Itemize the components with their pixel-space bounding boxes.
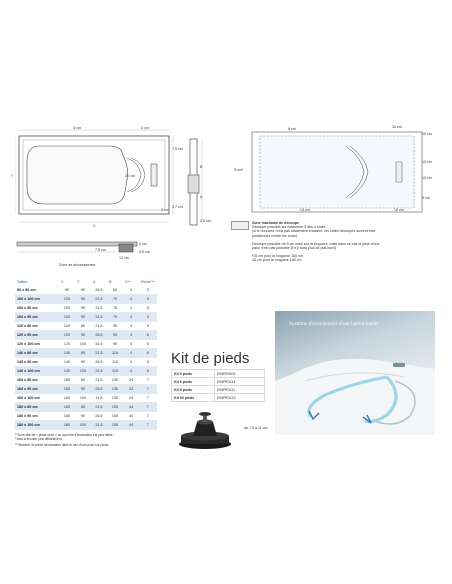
side-dim-3: B (200, 165, 203, 169)
kit-table (171, 369, 265, 402)
cut-dim-left: 5 cm* (234, 168, 244, 172)
value-cell: 26,5 (91, 412, 107, 421)
cut-zone-drawing (236, 122, 436, 217)
dim-y: Y (11, 174, 14, 178)
value-cell: 7 (139, 394, 157, 403)
value-cell: 90 (75, 313, 91, 322)
table-row (15, 286, 157, 295)
value-cell: 100 (59, 304, 75, 313)
table-footnote: ***Nombre de pieds nécessaires dans le cas d'une pose sur pieds (15, 443, 109, 448)
size-cell: 120 x 90 cm (15, 331, 59, 340)
value-cell: 120 (59, 331, 75, 340)
kit-ref-cell: KINPIED14 (215, 378, 265, 386)
cut-zone-legend (231, 221, 436, 263)
value-cell: 160 (59, 385, 75, 394)
table-row (15, 376, 157, 385)
value-cell: 160 (59, 394, 75, 403)
value-cell: 31,5 (91, 340, 107, 349)
dim-right: 2 cm (161, 208, 170, 212)
value-cell: 80 (75, 322, 91, 331)
value-cell: 31,5 (91, 367, 107, 376)
value-cell: 80 (75, 349, 91, 358)
header-tailles: Tailles (17, 280, 28, 284)
value-cell: 80 (75, 376, 91, 385)
value-cell: 31,5 (91, 421, 107, 430)
table-row (15, 394, 157, 403)
value-cell: 26,5 (91, 331, 107, 340)
value-cell: 180 (59, 403, 75, 412)
cut-dim-top: 8 cm (288, 127, 296, 131)
cut-dim-bottom-right-2: 5 cm (422, 196, 430, 200)
table-row (15, 403, 157, 412)
shower-tray-photo-svg (275, 311, 435, 435)
value-cell: 100 (75, 340, 91, 349)
tray-top-view-svg (15, 122, 180, 232)
kit-row (172, 394, 265, 402)
value-cell: 90 (75, 286, 91, 295)
value-cell: 31,5 (91, 304, 107, 313)
side-dim-1: 7,5 cm (172, 147, 183, 151)
legend-line: Découpe possible sur maximum 3 des 4 côtés (252, 225, 326, 230)
value-cell: 6 (139, 349, 157, 358)
cut-dim-bottom-right-1: 10 cm (394, 208, 404, 212)
product-photo (275, 311, 435, 435)
value-cell: 4 (123, 313, 139, 322)
side-dim-5: 2,5 cm (200, 219, 211, 223)
kit-name-cell: Kit 8 pieds (172, 386, 215, 394)
header-y: Y (77, 280, 80, 284)
size-cell: 180 x 80 cm (15, 403, 59, 412)
value-cell: 5 (139, 295, 157, 304)
side-profile-drawing (172, 135, 211, 230)
kit-row (172, 370, 265, 378)
legend-line: paroi n'est pas possible (il n'y aura plus de plat-bord) (252, 246, 336, 251)
table-row (15, 322, 157, 331)
value-cell: 80 (75, 403, 91, 412)
kit-ref-cell: KINPIED13 (215, 394, 265, 402)
value-cell: 120 (59, 340, 75, 349)
value-cell: 75 (107, 304, 123, 313)
value-cell: 5 (139, 286, 157, 295)
kit-table-body (172, 370, 265, 402)
value-cell: 24 (123, 385, 139, 394)
section-profile-svg (15, 236, 185, 256)
value-cell: 115 (107, 349, 123, 358)
header-a: A (93, 280, 96, 284)
value-cell: 90 (59, 286, 75, 295)
value-cell: 4 (123, 322, 139, 331)
dimensions-table-wrap (15, 278, 157, 448)
legend-line: Découpe possible de 5 cm maxi sur la longueur, mais dans ce cas la pose d'une (252, 241, 380, 246)
size-cell: 100 x 90 cm (15, 313, 59, 322)
value-cell: 31,5 (91, 394, 107, 403)
dimensions-table (15, 278, 157, 430)
value-cell: 7 (139, 412, 157, 421)
value-cell: 7 (139, 376, 157, 385)
profile-dim-left: 7,5 cm (95, 248, 106, 252)
value-cell: 4 (123, 295, 139, 304)
size-cell: 120 x 100 cm (15, 340, 59, 349)
side-dim-4: A (200, 195, 203, 199)
cut-zone-svg (236, 122, 436, 217)
dim-x: X (93, 224, 96, 228)
value-cell: 7 (139, 385, 157, 394)
legend-swatch (231, 221, 249, 230)
top-view-drawing (11, 122, 180, 232)
kit-name-cell: Kit 30 pieds (172, 394, 215, 402)
value-cell: 100 (75, 394, 91, 403)
size-cell: 90 x 90 cm (15, 286, 59, 295)
value-cell: 4 (123, 304, 139, 313)
value-cell: 5 (139, 313, 157, 322)
value-cell: 4 (123, 358, 139, 367)
dimensions-table-body (15, 286, 157, 430)
size-cell: 160 x 90 cm (15, 385, 59, 394)
value-cell: 120 (59, 322, 75, 331)
foot-dim: de 7,5 à 11 cm (244, 426, 268, 430)
table-row (15, 304, 157, 313)
value-cell: 5 (139, 304, 157, 313)
legend-title: Zone maximale de découpe (252, 221, 299, 225)
value-cell: 160 (59, 376, 75, 385)
value-cell: 135 (107, 394, 123, 403)
table-row (15, 421, 157, 430)
kit-name-cell: Kit 6 pieds (172, 378, 215, 386)
header-x: X (61, 280, 64, 284)
table-row (15, 313, 157, 322)
size-cell: 140 x 100 cm (15, 367, 59, 376)
value-cell: 135 (107, 376, 123, 385)
value-cell: 65 (107, 286, 123, 295)
value-cell: 180 (59, 421, 75, 430)
dim-top: 4 cm (73, 126, 82, 130)
size-cell: 100 x 100 cm (15, 295, 59, 304)
value-cell: 95 (107, 322, 123, 331)
legend-line: *25 cm pour la longueur 160 cm (252, 254, 303, 259)
profile-dim-bottom: 12 cm (119, 256, 129, 260)
legend-line: (si le receveur n'est pas totalement encastré, les côtés découpés doivent être (252, 229, 375, 234)
table-row (15, 358, 157, 367)
value-cell: 21,5 (91, 349, 107, 358)
value-cell: 100 (59, 313, 75, 322)
value-cell: 26,5 (91, 358, 107, 367)
kit-title: Kit de pieds (171, 350, 250, 367)
legend-line: positionnés contre les murs) (252, 233, 297, 238)
table-row (15, 331, 157, 340)
cut-dim-right-2: 10 cm (422, 176, 432, 180)
section-profile-drawing (15, 236, 185, 268)
photo-caption: Système d'écoulement d'eau latéral inédit (289, 321, 379, 327)
value-cell: 75 (107, 295, 123, 304)
kit-row (172, 386, 265, 394)
value-cell: 100 (75, 421, 91, 430)
value-cell: 4 (123, 286, 139, 295)
value-cell: 180 (59, 412, 75, 421)
cut-dim-bottom: 14 cm (300, 208, 310, 212)
value-cell: 7 (139, 403, 157, 412)
kit-row (172, 378, 265, 386)
value-cell: 155 (107, 421, 123, 430)
value-cell: 24 (123, 394, 139, 403)
value-cell: 140 (59, 349, 75, 358)
value-cell: 90 (75, 304, 91, 313)
table-row (15, 367, 157, 376)
value-cell: 95 (107, 331, 123, 340)
value-cell: 31,5 (91, 313, 107, 322)
value-cell: 100 (59, 295, 75, 304)
value-cell: 7 (139, 421, 157, 430)
foot-illustration (175, 410, 235, 452)
value-cell: 115 (107, 358, 123, 367)
table-footnote: Trous à écouter plus difficilement (15, 437, 62, 442)
value-cell: 4 (123, 340, 139, 349)
value-cell: 90 (75, 385, 91, 394)
profile-dim-right-1: 5 cm (139, 242, 147, 246)
value-cell: 26,5 (91, 286, 107, 295)
size-cell: 160 x 100 cm (15, 394, 59, 403)
size-cell: 140 x 90 cm (15, 358, 59, 367)
value-cell: 90 (75, 358, 91, 367)
value-cell: 140 (59, 358, 75, 367)
value-cell: 90 (75, 331, 91, 340)
value-cell: 26,5 (91, 385, 107, 394)
cut-dim-top-right-1: 10 cm (392, 125, 402, 129)
profile-dim-right-2: 3,5 cm (139, 250, 150, 254)
value-cell: 155 (107, 412, 123, 421)
value-cell: 135 (107, 385, 123, 394)
value-cell: 115 (107, 367, 123, 376)
dim-top-right: 4 cm (141, 126, 150, 130)
header-c: C** (125, 280, 131, 284)
table-row (15, 385, 157, 394)
value-cell: 4 (123, 367, 139, 376)
table-row (15, 295, 157, 304)
value-cell: 75 (107, 313, 123, 322)
value-cell: 155 (107, 403, 123, 412)
table-header-row (15, 278, 157, 286)
value-cell: 140 (59, 367, 75, 376)
dim-center: 20 cm (125, 174, 136, 178)
value-cell: 4 (123, 331, 139, 340)
value-cell: 4 (123, 349, 139, 358)
value-cell: 95 (107, 340, 123, 349)
value-cell: 90 (75, 295, 91, 304)
value-cell: 6 (139, 340, 157, 349)
value-cell: 6 (139, 358, 157, 367)
value-cell: 24 (123, 376, 139, 385)
adjustable-foot-icon (175, 410, 235, 452)
value-cell: 44 (123, 412, 139, 421)
cut-dim-right-1: 10 cm (422, 160, 432, 164)
value-cell: 90 (75, 412, 91, 421)
value-cell: 6 (139, 331, 157, 340)
value-cell: 44 (123, 403, 139, 412)
value-cell: 6 (139, 367, 157, 376)
cut-dim-top-right-2: 10 cm (422, 132, 432, 136)
table-row (15, 340, 157, 349)
kit-ref-cell: KINPIED11 (215, 386, 265, 394)
value-cell: 21,5 (91, 376, 107, 385)
value-cell: 21,5 (91, 322, 107, 331)
table-footnote: **Zone dite de « plade sèce » où la pente d'évacuation est plus faible. (15, 433, 114, 437)
size-cell: 140 x 80 cm (15, 349, 59, 358)
kit-table-wrap (171, 369, 265, 402)
legend-line: 45 cm pour la longueur 180 cm (252, 258, 302, 263)
size-cell: 120 x 80 cm (15, 322, 59, 331)
table-row (15, 349, 157, 358)
table-row (15, 412, 157, 421)
value-cell: 21,5 (91, 295, 107, 304)
value-cell: 21,5 (91, 403, 107, 412)
value-cell: 100 (75, 367, 91, 376)
kit-name-cell: Kit 5 pieds (172, 370, 215, 378)
size-cell: 180 x 100 cm (15, 421, 59, 430)
header-b: B (109, 280, 112, 284)
size-cell: 180 x 90 cm (15, 412, 59, 421)
profile-caption: Zone de décaissement (59, 263, 96, 267)
value-cell: 44 (123, 421, 139, 430)
side-dim-2: 3,7 cm (172, 205, 183, 209)
size-cell: 160 x 80 cm (15, 376, 59, 385)
size-cell: 100 x 80 cm (15, 304, 59, 313)
header-pieds: Pieds*** (141, 280, 155, 284)
kit-ref-cell: KINPIED09 (215, 370, 265, 378)
value-cell: 6 (139, 322, 157, 331)
